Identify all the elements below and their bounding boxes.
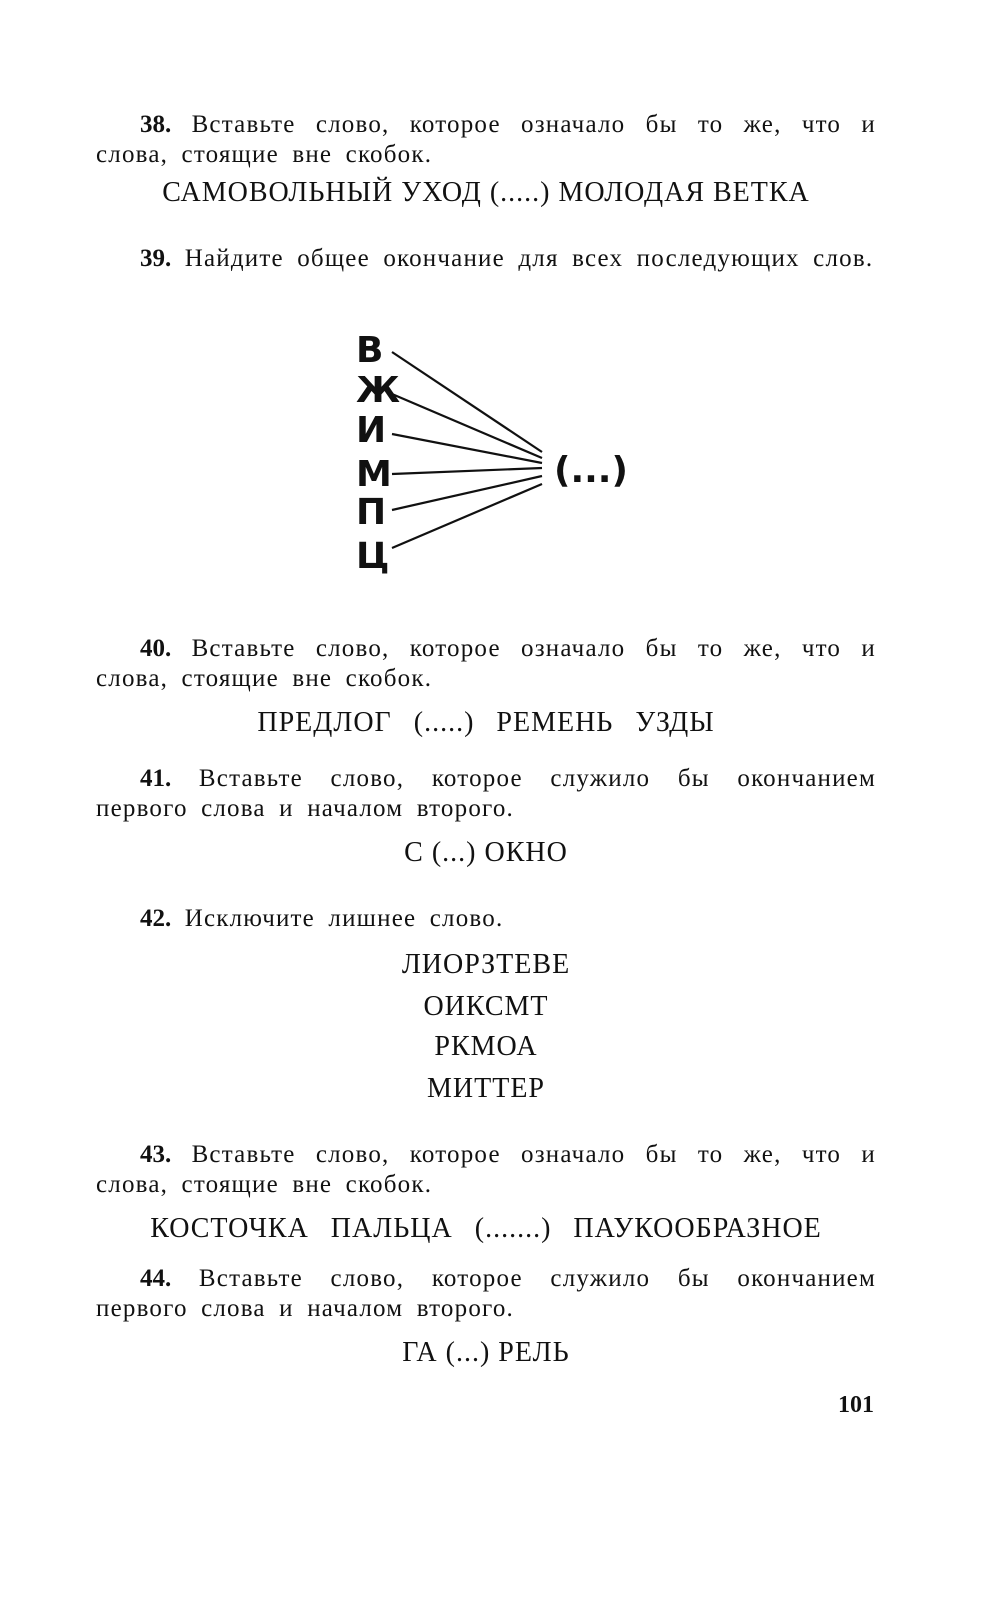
page-number: 101: [838, 1392, 874, 1418]
task-40-instruction: [96, 634, 876, 694]
task-38-expression: САМОВОЛЬНЫЙ УХОД (.....) МОЛОДАЯ ВЕТКА: [162, 177, 810, 208]
connector-line: [392, 352, 542, 452]
task-41-instruction: [96, 764, 876, 824]
task-number: 40.: [140, 635, 172, 662]
word-list-item: МИТТЕР: [427, 1073, 545, 1104]
diagram-letter: М: [356, 454, 392, 495]
task-text: Вставьте слово, которое служило бы окончанием первого слова и началом второго.: [96, 765, 877, 822]
task-text: Вставьте слово, которое означало бы то же, что и слова, стоящие вне скобок.: [96, 111, 877, 168]
task-43-expression: КОСТОЧКА ПАЛЬЦА (.......) ПАУКООБРАЗНОЕ: [150, 1213, 822, 1244]
diagram-letter: Ц: [356, 536, 390, 577]
task-number: 39.: [140, 245, 172, 272]
task-42-instruction: [96, 904, 876, 934]
task-41-expression: С (...) ОКНО: [404, 837, 568, 868]
task-number: 44.: [140, 1265, 172, 1292]
task-number: 38.: [140, 111, 172, 138]
diagram-target: (...): [554, 450, 628, 491]
connector-line: [392, 468, 542, 474]
task-44-instruction: [96, 1264, 876, 1324]
word-list-item: ОИКСМТ: [423, 991, 549, 1022]
task-number: 41.: [140, 765, 172, 792]
task-39-instruction: [96, 244, 876, 274]
task-40-expression: ПРЕДЛОГ (.....) РЕМЕНЬ УЗДЫ: [257, 707, 715, 738]
task-text: Вставьте слово, которое служило бы окончанием первого слова и началом второго.: [96, 1265, 877, 1322]
connector-lines: [392, 352, 542, 548]
task-text: Вставьте слово, которое означало бы то же, что и слова, стоящие вне скобок.: [96, 635, 877, 692]
ending-diagram: [320, 322, 640, 592]
task-44-expression: ГА (...) РЕЛЬ: [402, 1337, 570, 1368]
task-number: 42.: [140, 905, 172, 932]
diagram-letter: П: [356, 492, 387, 533]
ending-diagram-svg: [320, 322, 640, 592]
word-list-item: ЛИОРЗТЕВЕ: [401, 949, 571, 980]
task-43-instruction: [96, 1140, 876, 1200]
task-text: Исключите лишнее слово.: [184, 905, 504, 932]
diagram-letter: Ж: [356, 370, 401, 411]
task-38-instruction: [96, 110, 876, 170]
diagram-letter: И: [356, 410, 387, 451]
task-text: Найдите общее окончание для всех последующих слов.: [184, 245, 874, 272]
task-text: Вставьте слово, которое означало бы то же, что и слова, стоящие вне скобок.: [96, 1141, 877, 1198]
task-number: 43.: [140, 1141, 172, 1168]
word-list-item: РКМОА: [434, 1031, 538, 1062]
diagram-letter: В: [356, 330, 384, 371]
